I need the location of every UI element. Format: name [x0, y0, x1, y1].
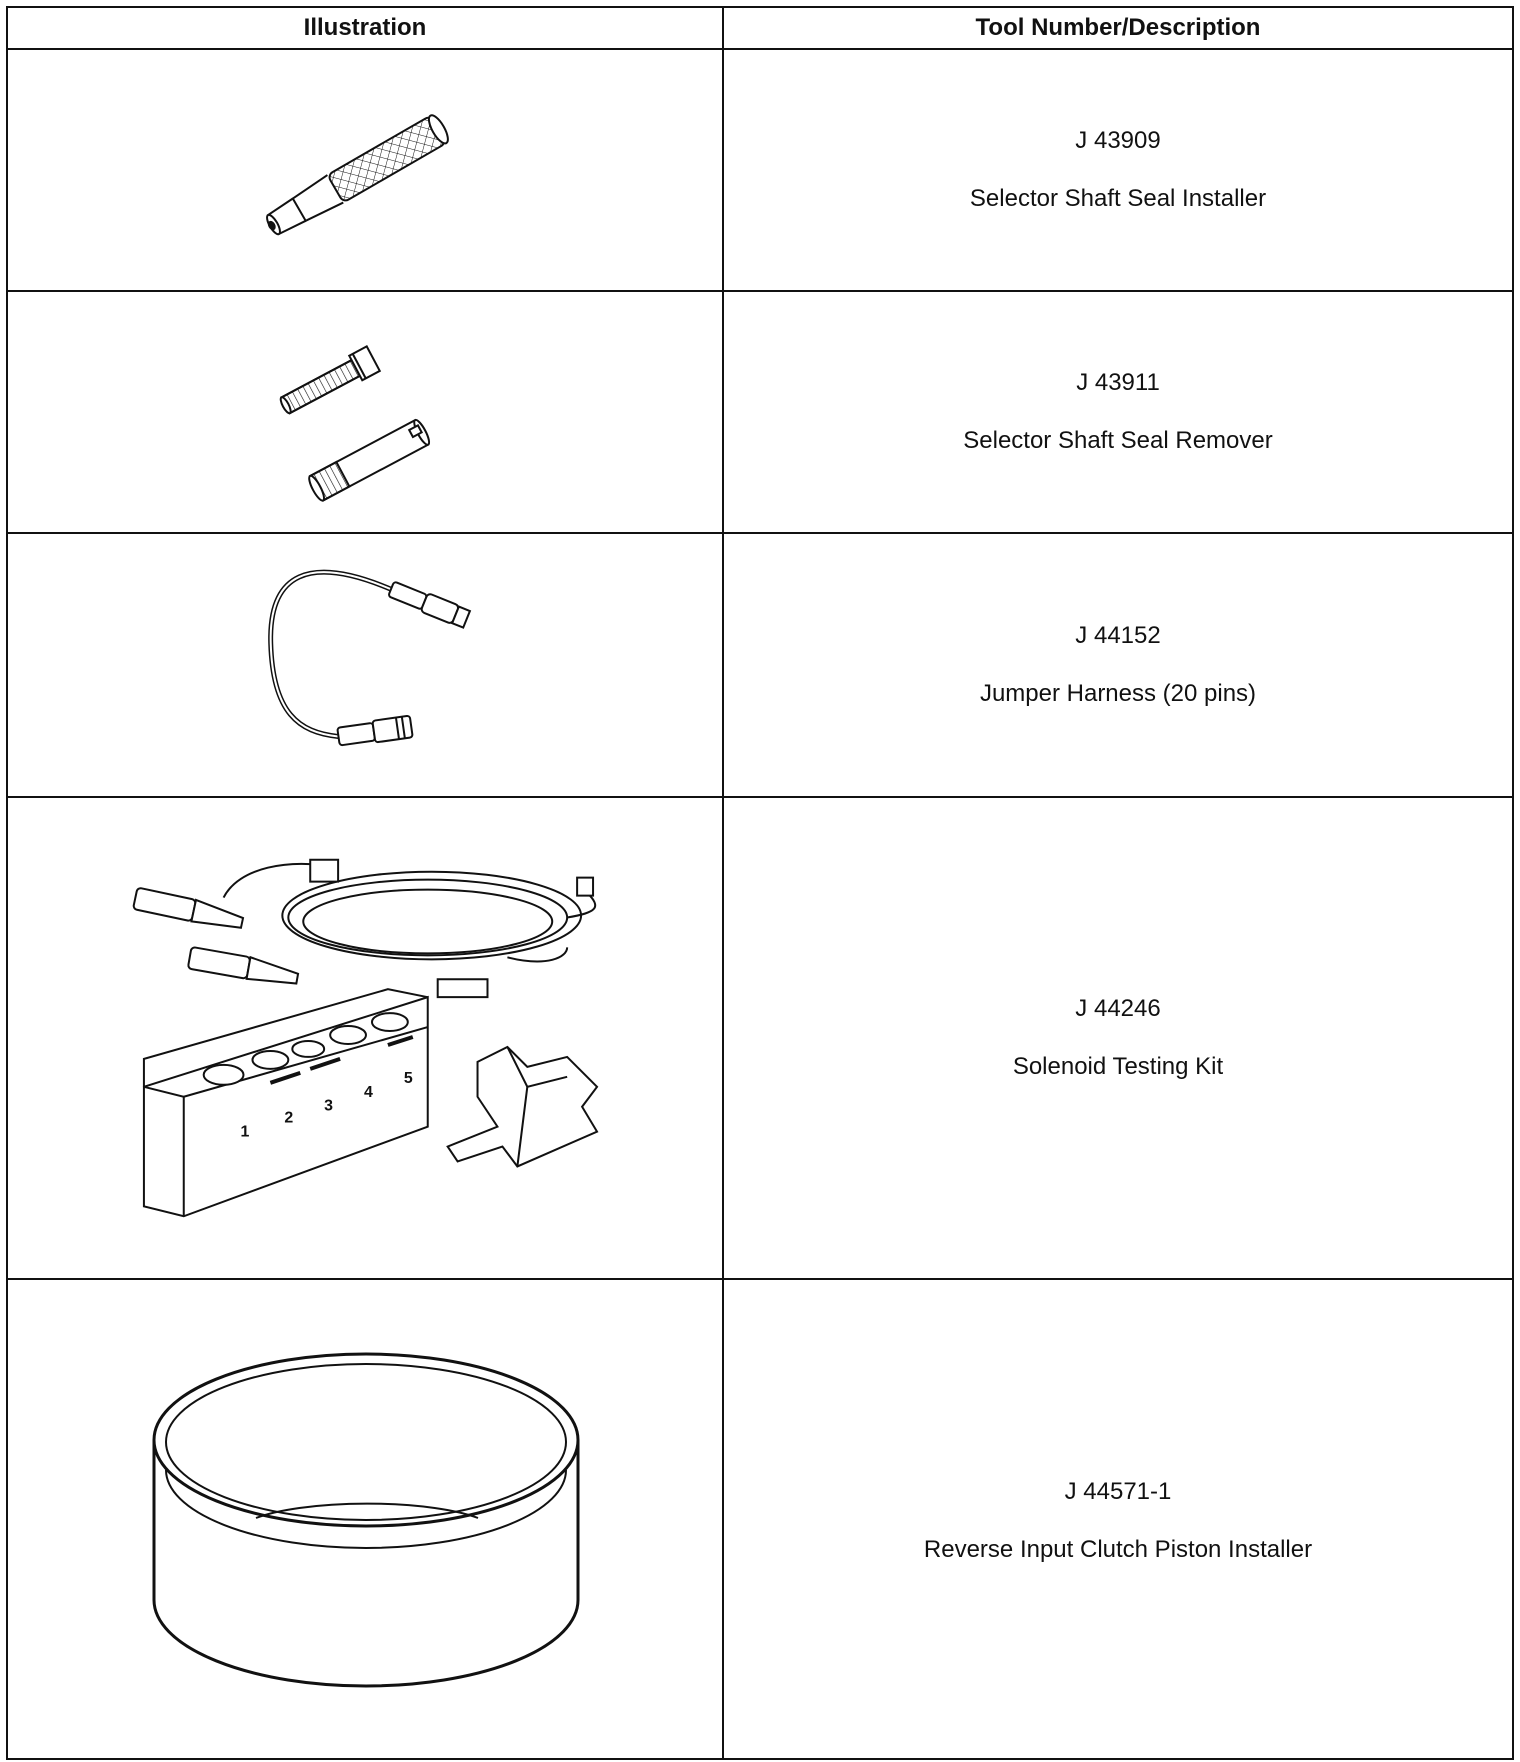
tool-description-cell: [724, 50, 1512, 290]
kit-label: 4: [364, 1083, 373, 1101]
tool-number: J 44152: [1075, 622, 1161, 649]
tool-description: Jumper Harness (20 pins): [979, 680, 1257, 707]
table-row: [8, 798, 1512, 1280]
tool-description: Reverse Input Clutch Piston Installer: [923, 1536, 1313, 1563]
kit-label: 5: [403, 1069, 413, 1087]
header-illustration: Illustration: [303, 14, 427, 41]
kit-label: 2: [284, 1109, 294, 1127]
tool-table: [6, 6, 1514, 1760]
tool-description: Solenoid Testing Kit: [1012, 1053, 1224, 1080]
tool-description-cell: [724, 292, 1512, 532]
tool-description: Selector Shaft Seal Remover: [963, 427, 1273, 454]
tool-number: J 44571-1: [1064, 1478, 1172, 1505]
table-row: [8, 292, 1512, 534]
seal-remover-icon: [8, 292, 722, 532]
tool-number: J 43909: [1075, 127, 1161, 154]
tool-description-cell: [724, 534, 1512, 796]
tool-description: Selector Shaft Seal Installer: [969, 185, 1267, 212]
kit-label: 3: [324, 1097, 334, 1115]
jumper-harness-icon: [8, 534, 722, 796]
table-header: [8, 8, 1512, 50]
kit-label: 1: [240, 1123, 250, 1141]
table-row: [8, 534, 1512, 798]
tool-number: J 44246: [1075, 995, 1161, 1022]
tool-description-cell: [724, 1280, 1512, 1762]
tool-number: J 43911: [1076, 369, 1160, 396]
piston-installer-icon: [8, 1280, 722, 1762]
header-tool-number: Tool Number/Description: [975, 14, 1261, 41]
table-row: [8, 50, 1512, 292]
tool-description-cell: [724, 798, 1512, 1278]
seal-installer-icon: [8, 50, 722, 290]
table-row: [8, 1280, 1512, 1762]
solenoid-kit-icon: [8, 798, 722, 1278]
